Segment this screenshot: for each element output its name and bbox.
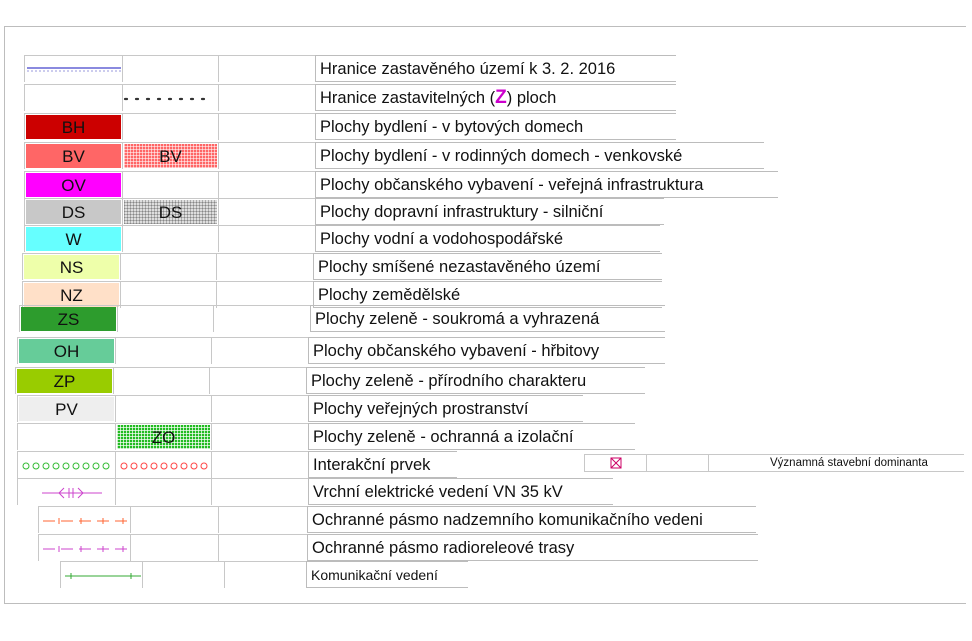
symbol-cell-3 (211, 395, 308, 422)
symbol-cell (60, 561, 142, 588)
legend-label: Plochy bydlení - v bytových domech (315, 113, 676, 140)
symbol-cell (22, 281, 120, 308)
symbol-cell (584, 455, 646, 471)
symbol-cell-2 (122, 225, 218, 252)
symbol-cell-3 (211, 451, 308, 478)
swatch-bh: BH (26, 115, 121, 139)
symbol-cell-3 (218, 142, 315, 169)
symbol-cell-2 (115, 395, 211, 422)
swatch-bv-proposed: BV (124, 144, 217, 168)
legend-row-komunikacni-vedeni (60, 561, 468, 588)
symbol-cell-3 (218, 55, 315, 82)
symbol-cell (24, 84, 122, 111)
symbol-cell (17, 478, 115, 505)
symbol-cell (15, 367, 113, 394)
symbol-cell (38, 506, 130, 533)
symbol-cell-3 (211, 478, 308, 505)
swatch-oh: OH (19, 339, 114, 363)
legend-row-ov (24, 171, 778, 198)
symbol-cell-3 (216, 253, 313, 280)
swatch-w: W (26, 227, 121, 251)
symbol-cell (17, 337, 115, 364)
swatch-nz: NZ (24, 283, 119, 307)
legend-label: Plochy zeleně - ochranná a izolační (308, 423, 635, 450)
symbol-cell-2 (115, 451, 211, 478)
radio-link-zone-icon (39, 535, 131, 562)
symbol-cell-3 (708, 455, 770, 471)
symbol-cell-2 (646, 455, 708, 471)
legend-label: Plochy vodní a vodohospodářské (315, 225, 660, 252)
symbol-cell (17, 423, 115, 450)
symbol-cell-2 (130, 534, 218, 561)
legend-label: Významná stavební dominanta (770, 457, 928, 469)
symbol-cell (17, 395, 115, 422)
legend-label: Ochranné pásmo nadzemního komunikačního vedeni (307, 506, 756, 533)
symbol-cell-3 (218, 534, 307, 561)
symbol-cell-3 (218, 84, 315, 111)
legend-row-bh (24, 113, 676, 140)
legend-label: Plochy občanského vybavení - hřbitovy (308, 337, 665, 364)
legend-row-dominanta (584, 454, 964, 472)
legend-label: Plochy zeleně - přírodního charakteru (306, 367, 645, 394)
symbol-cell-3 (211, 337, 308, 364)
swatch-ds-proposed: DS (124, 200, 217, 224)
symbol-cell-3 (209, 367, 306, 394)
swatch-zp: ZP (17, 369, 112, 393)
symbol-cell-3 (218, 113, 315, 140)
symbol-cell-3 (218, 506, 307, 533)
legend-label: Plochy dopravní infrastruktury - silniční (315, 198, 664, 225)
symbol-cell-2 (122, 171, 218, 198)
symbol-cell (24, 142, 122, 169)
legend-row-hranice-zastavitelnych (24, 84, 676, 111)
circle-chain-icon (18, 452, 116, 479)
swatch-bv: BV (26, 144, 121, 168)
symbol-cell-3 (224, 561, 306, 588)
legend-label: Plochy občanského vybavení - veřejná infrastruktura (315, 171, 778, 198)
legend-row-ds (24, 198, 664, 225)
boundary-line-icon (25, 56, 123, 83)
symbol-cell-2 (117, 305, 213, 332)
symbol-cell-3 (211, 423, 308, 450)
swatch-zo: ZO (117, 425, 210, 449)
symbol-cell-2 (113, 367, 209, 394)
legend-label: Vrchní elektrické vedení VN 35 kV (308, 478, 613, 505)
legend-row-w (24, 225, 660, 252)
legend-label: Plochy zeleně - soukromá a vyhrazená (310, 305, 665, 332)
legend-row-oh (17, 337, 665, 364)
symbol-cell (24, 55, 122, 82)
boxed-x-icon (585, 455, 647, 472)
legend-row-hranice-zastaveneho (24, 55, 676, 82)
label-text-before: Hranice zastavitelných ( (320, 89, 496, 107)
symbol-cell (24, 225, 122, 252)
symbol-cell (22, 253, 120, 280)
symbol-cell-2 (122, 113, 218, 140)
symbol-cell-2 (122, 84, 218, 111)
legend-row-zo (17, 423, 635, 450)
symbol-cell-2 (115, 337, 211, 364)
symbol-cell-3 (216, 281, 313, 308)
symbol-cell-2 (120, 253, 216, 280)
protection-zone-dashed-icon (39, 507, 131, 534)
swatch-ov: OV (26, 173, 121, 197)
legend-label: Plochy veřejných prostranství (308, 395, 583, 422)
legend-row-interakcni-prvek (17, 451, 457, 478)
symbol-cell-2 (120, 281, 216, 308)
symbol-cell-2 (115, 478, 211, 505)
swatch-zs: ZS (21, 307, 116, 331)
label-text-after: ) ploch (506, 89, 557, 107)
symbol-cell-3 (218, 225, 315, 252)
symbol-cell (19, 305, 117, 332)
legend-label: Plochy smíšené nezastavěného území (313, 253, 662, 280)
swatch-pv: PV (19, 397, 114, 421)
legend-label: Hranice zastavěného území k 3. 2. 2016 (315, 55, 676, 82)
dotted-boundary-icon (123, 85, 219, 112)
symbol-cell-2 (142, 561, 224, 588)
legend-label: Interakční prvek (308, 451, 457, 478)
symbol-cell (24, 113, 122, 140)
legend-row-ns (22, 253, 662, 280)
legend-label: Plochy zemědělské (313, 281, 662, 308)
symbol-cell-2 (130, 506, 218, 533)
symbol-cell-3 (213, 305, 310, 332)
legend-row-vrchni-vedeni (17, 478, 613, 505)
symbol-cell-2 (122, 55, 218, 82)
legend-row-pv (17, 395, 583, 422)
legend-label: Plochy bydlení - v rodinných domech - venkovské (315, 142, 764, 169)
legend-row-bv (24, 142, 764, 169)
z-marker: Z (495, 87, 507, 108)
legend-row-zs (19, 305, 665, 332)
swatch-ds: DS (26, 200, 121, 224)
legend-label (315, 84, 676, 111)
swatch-ns: NS (24, 255, 119, 279)
symbol-cell-2 (122, 198, 218, 225)
legend-row-nz (22, 281, 662, 308)
symbol-cell (38, 534, 130, 561)
symbol-cell-2 (115, 423, 211, 450)
legend-row-zp (15, 367, 645, 394)
communication-line-icon (61, 562, 143, 589)
symbol-cell (24, 171, 122, 198)
legend-row-ochranne-komunikacni (38, 506, 756, 533)
legend-label: Ochranné pásmo radioreleové trasy (307, 534, 758, 561)
symbol-cell (24, 198, 122, 225)
legend-label: Komunikační vedení (306, 561, 468, 588)
symbol-cell-2 (122, 142, 218, 169)
symbol-cell-3 (218, 198, 315, 225)
symbol-cell (17, 451, 115, 478)
legend-row-ochranne-radio (38, 534, 758, 561)
symbol-cell-3 (218, 171, 315, 198)
power-line-icon (18, 479, 116, 506)
circle-chain-proposed-icon (116, 452, 212, 479)
